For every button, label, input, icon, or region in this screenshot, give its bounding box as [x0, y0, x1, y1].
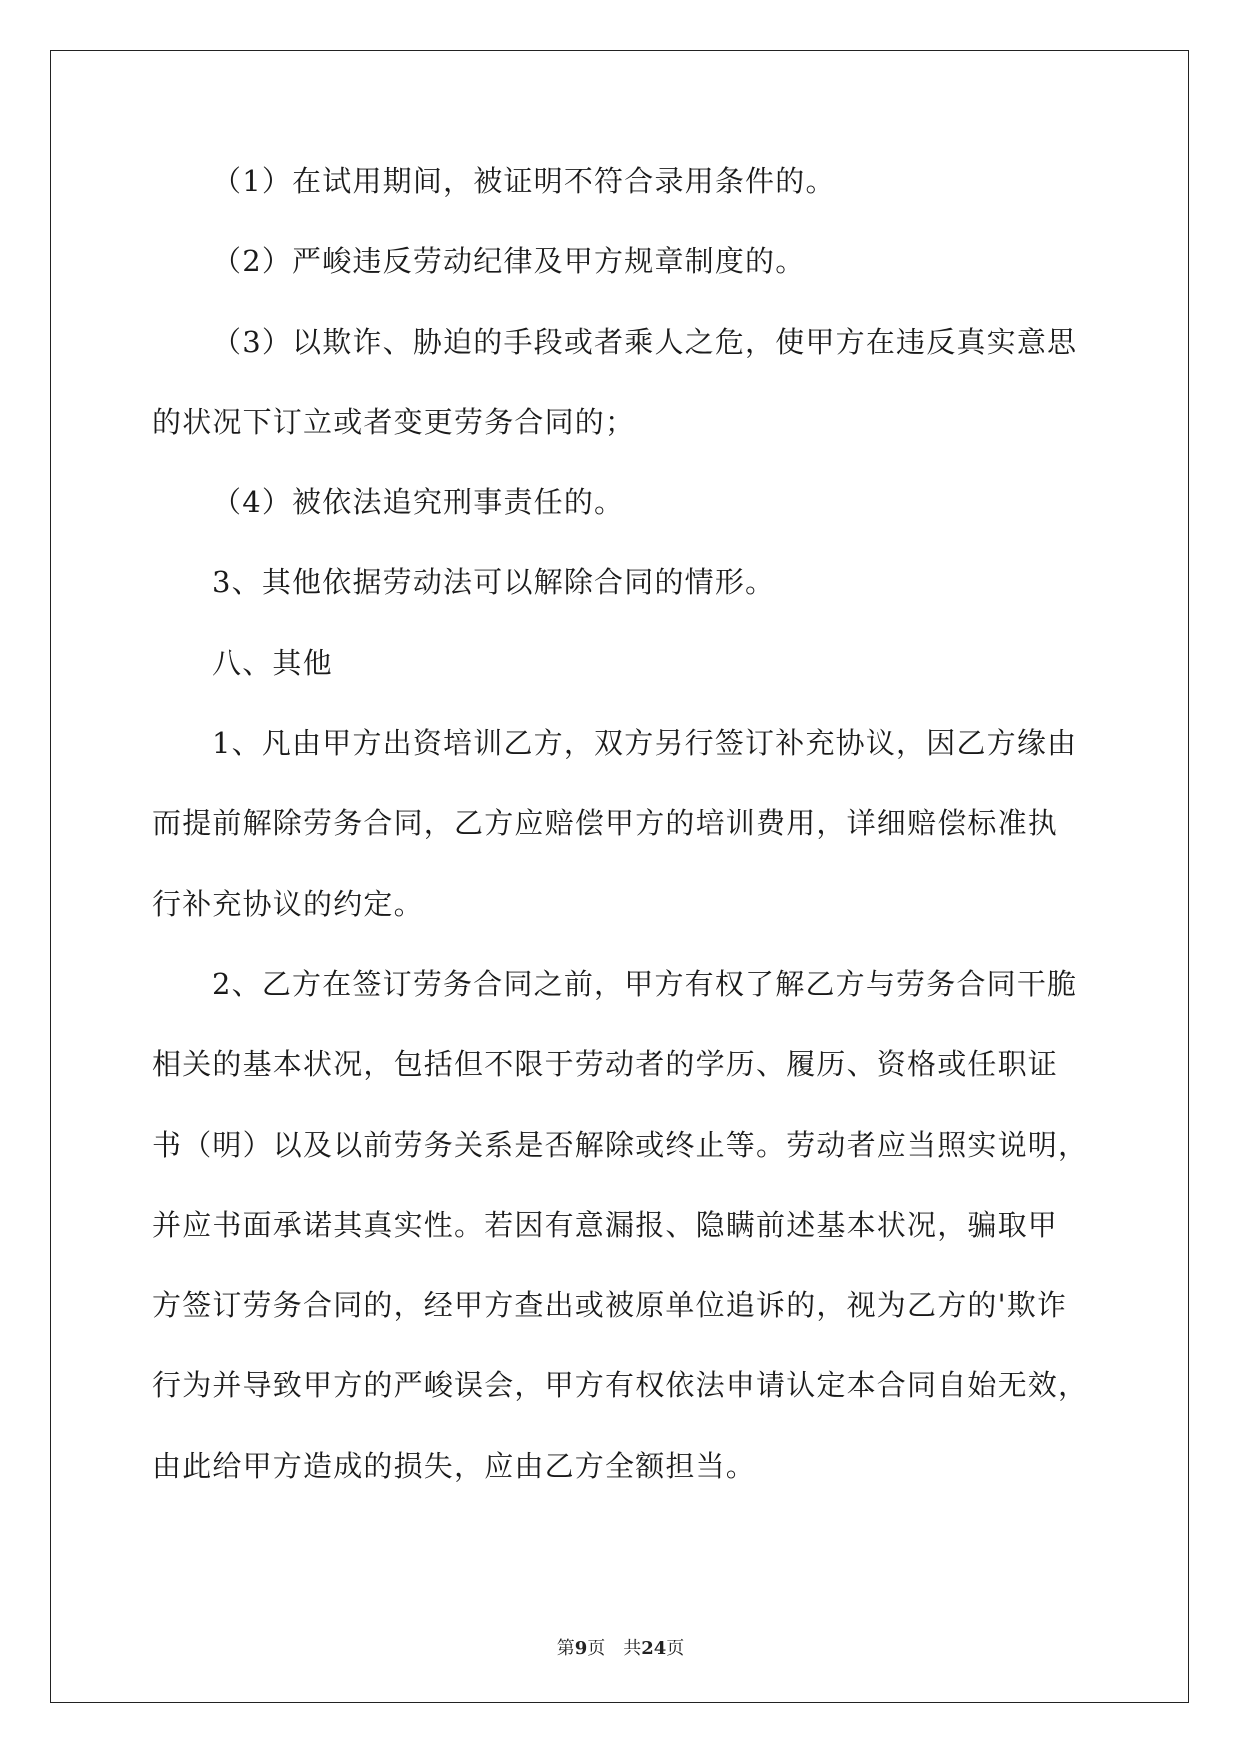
paragraph-line: （2）严峻违反劳动纪律及甲方规章制度的。 [212, 244, 806, 279]
paragraph-line: 行补充协议的约定。 [152, 886, 424, 921]
paragraph-line: 2、乙方在签订劳务合同之前，甲方有权了解乙方与劳务合同干脆 [212, 966, 1078, 1001]
paragraph-line: 由此给甲方造成的损失，应由乙方全额担当。 [152, 1448, 757, 1483]
paragraph-line: （4）被依法追究刑事责任的。 [212, 485, 625, 520]
paragraph-line: 方签订劳务合同的，经甲方查出或被原单位追诉的，视为乙方的'欺诈 [152, 1288, 1068, 1323]
paragraph-line: 而提前解除劳务合同，乙方应赔偿甲方的培训费用，详细赔偿标准执 [152, 806, 1059, 841]
document-body [152, 165, 1092, 1530]
paragraph-line: 并应书面承诺其真实性。若因有意漏报、隐瞒前述基本状况，骗取甲 [152, 1207, 1059, 1242]
paragraph-line: 书（明）以及以前劳务关系是否解除或终止等。劳动者应当照实说明， [152, 1127, 1089, 1162]
total-page-number: 24 [641, 1638, 667, 1659]
paragraph-line: 相关的基本状况，包括但不限于劳动者的学历、履历、资格或任职证 [152, 1047, 1059, 1082]
section-heading: 八、其他 [212, 645, 333, 680]
paragraph-line: 的状况下订立或者变更劳务合同的； [152, 404, 636, 439]
footer-suffix: 页 [666, 1638, 685, 1659]
footer-middle: 页 共 [587, 1638, 642, 1659]
paragraph-line: （1）在试用期间，被证明不符合录用条件的。 [212, 164, 836, 198]
paragraph-line: （3）以欺诈、胁迫的手段或者乘人之危，使甲方在违反真实意思 [212, 324, 1078, 359]
page-footer [0, 1634, 1241, 1660]
footer-prefix: 第 [556, 1638, 575, 1659]
paragraph-line: 行为并导致甲方的严峻误会，甲方有权依法申请认定本合同自始无效， [152, 1368, 1089, 1403]
paragraph-line: 3、其他依据劳动法可以解除合同的情形。 [212, 565, 776, 600]
paragraph-line: 1、凡由甲方出资培训乙方，双方另行签订补充协议，因乙方缘由 [212, 726, 1078, 761]
current-page-number: 9 [574, 1638, 588, 1659]
